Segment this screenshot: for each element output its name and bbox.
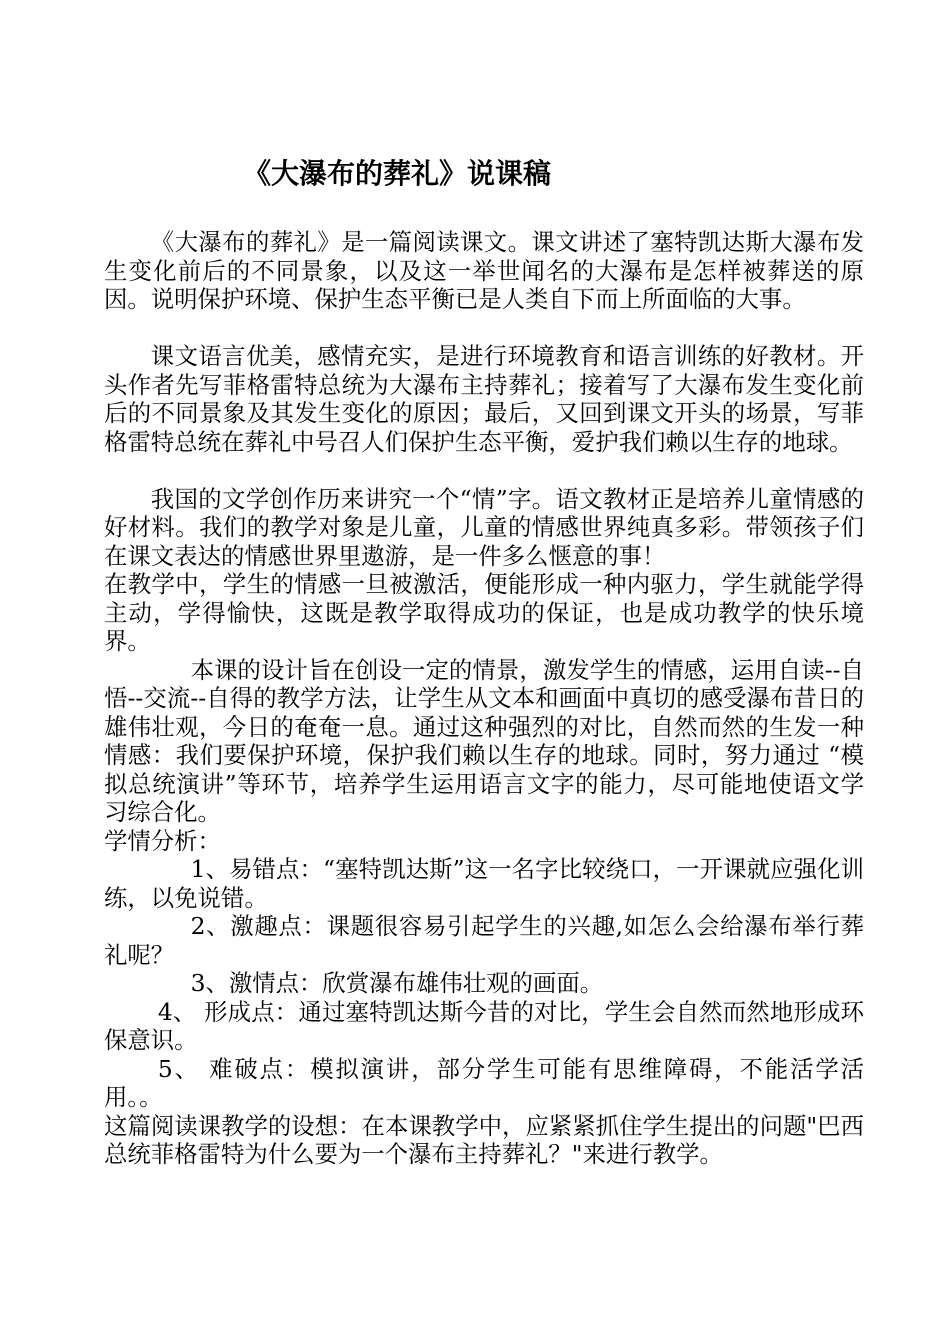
- analysis-heading: 学情分析：: [104, 826, 221, 855]
- paragraph-gap: [104, 456, 864, 485]
- paragraph-design: 本课的设计旨在创设一定的情景，激发学生的情感，运用自读--自悟--交流--自得的教学方法，让学生从文本和画面中真切的感受瀑布昔日的雄伟壮观，今日的奄奄一息。通过这种强烈的对比，自然而然的生发一种情感：我们要保护环境，保护我们赖以生存的地球。同时，努力通过 “模拟总统演讲”等环节，培养学生运用语言文字的能力，尽可能地使语文学习综合化。: [104, 655, 864, 826]
- paragraph-emotion: 我国的文学创作历来讲究一个“情”字。语文教材正是培养儿童情感的好材料。我们的教学对象是儿童，儿童的情感世界纯真多彩。带领孩子们在课文表达的情感世界里遨游，是一件多么惬意的事！: [104, 484, 864, 570]
- paragraph-intro: 《大瀑布的葬礼》是一篇阅读课文。课文讲述了塞特凯达斯大瀑布发生变化前后的不同景象，以及这一举世闻名的大瀑布是怎样被葬送的原因。说明保护环境、保护生态平衡已是人类自下而上所面临的大事。: [104, 228, 864, 313]
- paragraph-teaching-plan: 这篇阅读课教学的设想：在本课教学中，应紧紧抓住学生提出的问题"巴西总统菲格雷特为什么要为一个瀑布主持葬礼？"来进行教学。: [104, 1111, 864, 1168]
- document-body: [104, 228, 864, 1169]
- paragraph-teaching: 在教学中，学生的情感一旦被激活，便能形成一种内驱力，学生就能学得主动，学得愉快，这既是教学取得成功的保证，也是成功教学的快乐境界。: [104, 570, 864, 655]
- analysis-item-3: 3、激情点：欣赏瀑布雄伟壮观的画面。: [190, 969, 604, 997]
- analysis-item-4: 4、 形成点：通过塞特凯达斯今昔的对比，学生会自然而然地形成环保意识。: [104, 997, 864, 1054]
- analysis-item-5: 5、 难破点：模拟演讲，部分学生可能有思维障碍，不能活学活用。。: [104, 1054, 864, 1111]
- paragraph-language: 课文语言优美，感情充实，是进行环境教育和语言训练的好教材。开头作者先写菲格雷特总统为大瀑布主持葬礼；接着写了大瀑布发生变化前后的不同景象及其发生变化的原因；最后，又回到课文开头的场景，写菲格雷特总统在葬礼中号召人们保护生态平衡，爱护我们赖以生存的地球。: [104, 342, 864, 456]
- document-title: 《大瀑布的葬礼》说课稿: [243, 157, 552, 190]
- analysis-item-2: 2、激趣点：课题很容易引起学生的兴趣,如怎么会给瀑布举行葬礼呢？: [104, 912, 864, 969]
- paragraph-gap: [104, 314, 864, 343]
- analysis-item-1: 1、易错点：“塞特凯达斯”这一名字比较绕口，一开课就应强化训练，以免说错。: [104, 855, 864, 912]
